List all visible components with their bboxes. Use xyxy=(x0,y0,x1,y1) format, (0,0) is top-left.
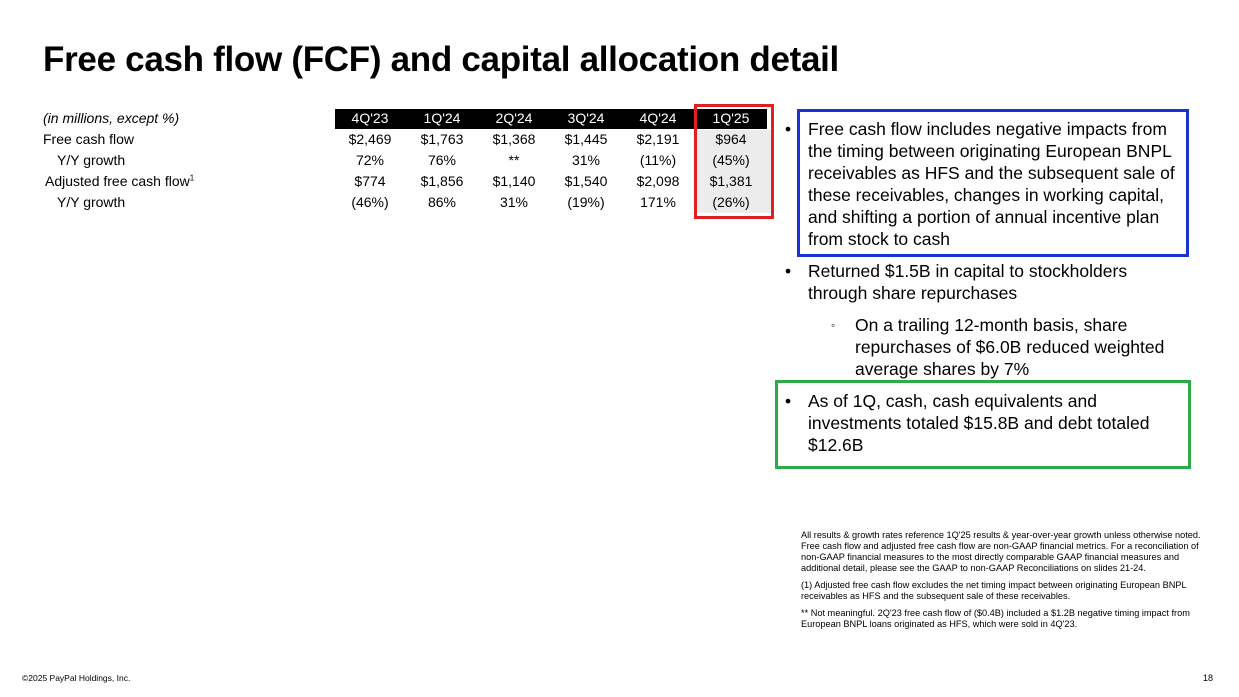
table-cell: $2,191 xyxy=(636,131,680,147)
highlight-box-green xyxy=(775,380,1191,469)
table-cell: 76% xyxy=(427,152,457,168)
bullet-marker: • xyxy=(785,119,792,139)
table-cell: (19%) xyxy=(567,194,605,210)
footnote: ** Not meaningful. 2Q'23 free cash flow of ($0.4B) included a $1.2B negative timing impact from European BNPL loans originated as HFS, which were sold in 4Q'23. xyxy=(801,608,1190,629)
table-cell: $2,469 xyxy=(348,131,392,147)
table-cell: $1,381 xyxy=(709,173,753,189)
bullet-text: Returned $1.5B in capital to stockholders through share repurchases xyxy=(808,261,1128,303)
table-cell: $1,540 xyxy=(564,173,608,189)
table-row xyxy=(43,171,783,192)
table-cell: $1,368 xyxy=(492,131,536,147)
bullet-text: Free cash flow includes negative impacts from the timing between originating European BNPL receivables as HFS and the subsequent sale of these receivables, changes in working capital, and shifting a portion of annual incentive plan from stock to cash xyxy=(808,119,1175,249)
sub-bullet-marker: ◦ xyxy=(831,318,836,332)
bullet-text: As of 1Q, cash, cash equivalents and investments totaled $15.8B and debt totaled $12.6B xyxy=(808,391,1150,455)
table-row xyxy=(43,192,783,213)
table-cell: 72% xyxy=(355,152,385,168)
row-label: Free cash flow xyxy=(43,131,135,147)
table-cell: 31% xyxy=(571,152,601,168)
table-cell: $1,445 xyxy=(564,131,608,147)
bullet-marker: • xyxy=(785,391,792,411)
highlight-box-blue xyxy=(797,109,1189,257)
table-cell: (26%) xyxy=(712,194,750,210)
page-title: Free cash flow (FCF) and capital allocation detail xyxy=(43,40,839,79)
highlight-box-red xyxy=(694,104,774,219)
column-header: 4Q'23 xyxy=(351,110,389,126)
table-cell: (46%) xyxy=(351,194,389,210)
column-header: 4Q'24 xyxy=(639,110,677,126)
table-row xyxy=(43,129,783,150)
table-cell: 86% xyxy=(427,194,457,210)
footnote: All results & growth rates reference 1Q'25 results & year-over-year growth unless otherwise noted. Free cash flow and adjusted free cash flow are non-GAAP financial metrics. For a reconciliation of non-GAAP financial measures to the most directly comparable GAAP financial measures and additional detail, please see the GAAP to non-GAAP Reconciliations on slides 21-24. xyxy=(801,530,1201,573)
table-cell: (45%) xyxy=(712,152,750,168)
table-cell: $2,098 xyxy=(636,173,680,189)
page-number: 18 xyxy=(1203,673,1214,683)
column-header: 2Q'24 xyxy=(495,110,533,126)
table-cell: $1,763 xyxy=(420,131,464,147)
footnotes xyxy=(801,530,1201,636)
row-label: Y/Y growth xyxy=(57,152,126,168)
row-label xyxy=(45,171,194,192)
column-header: 1Q'24 xyxy=(423,110,461,126)
table-cell: $1,856 xyxy=(420,173,464,189)
table-cell: (11%) xyxy=(639,152,677,168)
table-cell: ** xyxy=(508,152,520,168)
fcf-table xyxy=(43,108,783,213)
table-row xyxy=(43,150,783,171)
units-label: (in millions, except %) xyxy=(43,110,180,126)
table-cell: 171% xyxy=(640,194,676,210)
table-cell: $1,140 xyxy=(492,173,536,189)
row-label: Y/Y growth xyxy=(57,194,126,210)
sub-bullet-text: On a trailing 12-month basis, share repurchases of $6.0B reduced weighted average shares by 7% xyxy=(855,315,1165,379)
footnote: (1) Adjusted free cash flow excludes the net timing impact between originating European BNPL receivables as HFS and the subsequent sale of these receivables. xyxy=(801,580,1187,601)
table-cell: $774 xyxy=(354,173,386,189)
column-header: 1Q'25 xyxy=(712,110,750,126)
table-header-row xyxy=(43,108,783,129)
bullet-marker: • xyxy=(785,261,792,281)
column-header: 3Q'24 xyxy=(567,110,605,126)
footnote-marker: 1 xyxy=(189,173,195,183)
table-cell: 31% xyxy=(499,194,529,210)
table-cell: $964 xyxy=(715,131,747,147)
row-label-text: Adjusted free cash flow xyxy=(45,173,190,189)
copyright: ©2025 PayPal Holdings, Inc. xyxy=(22,673,131,683)
